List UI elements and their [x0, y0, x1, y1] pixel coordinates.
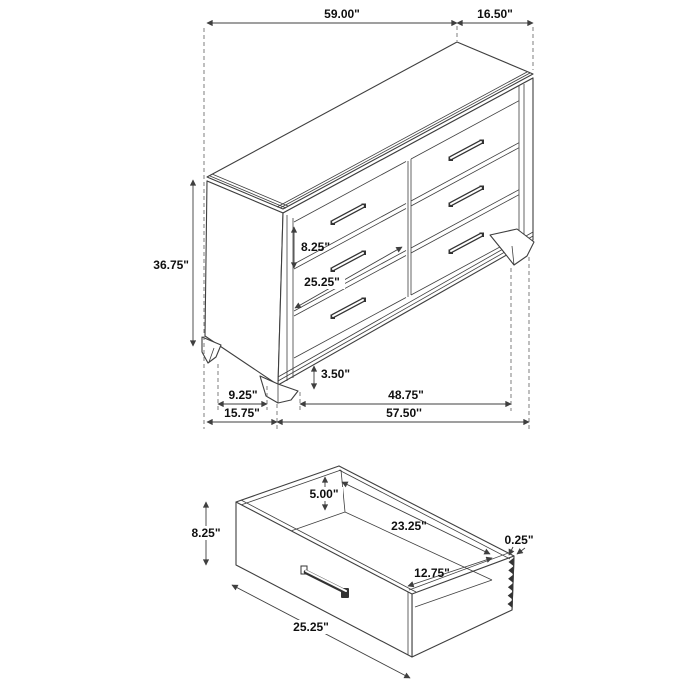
dim-overall-width	[207, 7, 457, 23]
dim-label-drawer-front-height: 8.25"	[301, 240, 331, 254]
dim-leg-height	[314, 366, 350, 389]
dim-label-leg-height: 3.50"	[321, 367, 351, 381]
dim-overall-height	[153, 180, 193, 346]
dim-drawerbox-interior-height	[305, 477, 343, 510]
dim-label-drawerbox-front-height: 8.25"	[191, 526, 221, 540]
dim-label-drawerbox-interior-height: 5.00"	[309, 487, 339, 501]
dim-label-drawerbox-side-thickness: 0.25"	[504, 533, 534, 547]
dim-top-depth	[457, 7, 533, 23]
dim-label-base-span: 57.50''	[386, 406, 422, 420]
dim-drawerbox-interior-length	[342, 482, 490, 554]
dim-label-overall-height: 36.75"	[153, 258, 189, 272]
drawer-box-figure	[188, 466, 534, 678]
dim-label-base-width: 48.75"	[388, 388, 424, 402]
dim-label-overall-width: 59.00"	[324, 7, 360, 21]
dim-label-drawerbox-front-width: 25.25"	[293, 620, 329, 634]
dim-base-width	[300, 388, 511, 404]
dim-leg-inset	[218, 388, 267, 404]
dim-label-drawerbox-interior-width: 12.75"	[414, 566, 450, 580]
dim-label-leg-inset: 9.25"	[228, 388, 258, 402]
dim-label-top-depth: 16.50"	[477, 7, 513, 21]
dim-label-drawerbox-interior-length: 23.25"	[391, 519, 427, 533]
dim-label-side-depth: 15.75"	[224, 406, 260, 420]
dim-base-span	[277, 406, 529, 422]
dim-label-drawer-front-width: 25.25"	[304, 275, 340, 289]
dim-side-depth	[207, 406, 277, 422]
dresser-figure	[153, 7, 534, 429]
dim-drawerbox-front-height	[188, 502, 225, 565]
dim-drawerbox-side-thickness	[504, 533, 533, 555]
